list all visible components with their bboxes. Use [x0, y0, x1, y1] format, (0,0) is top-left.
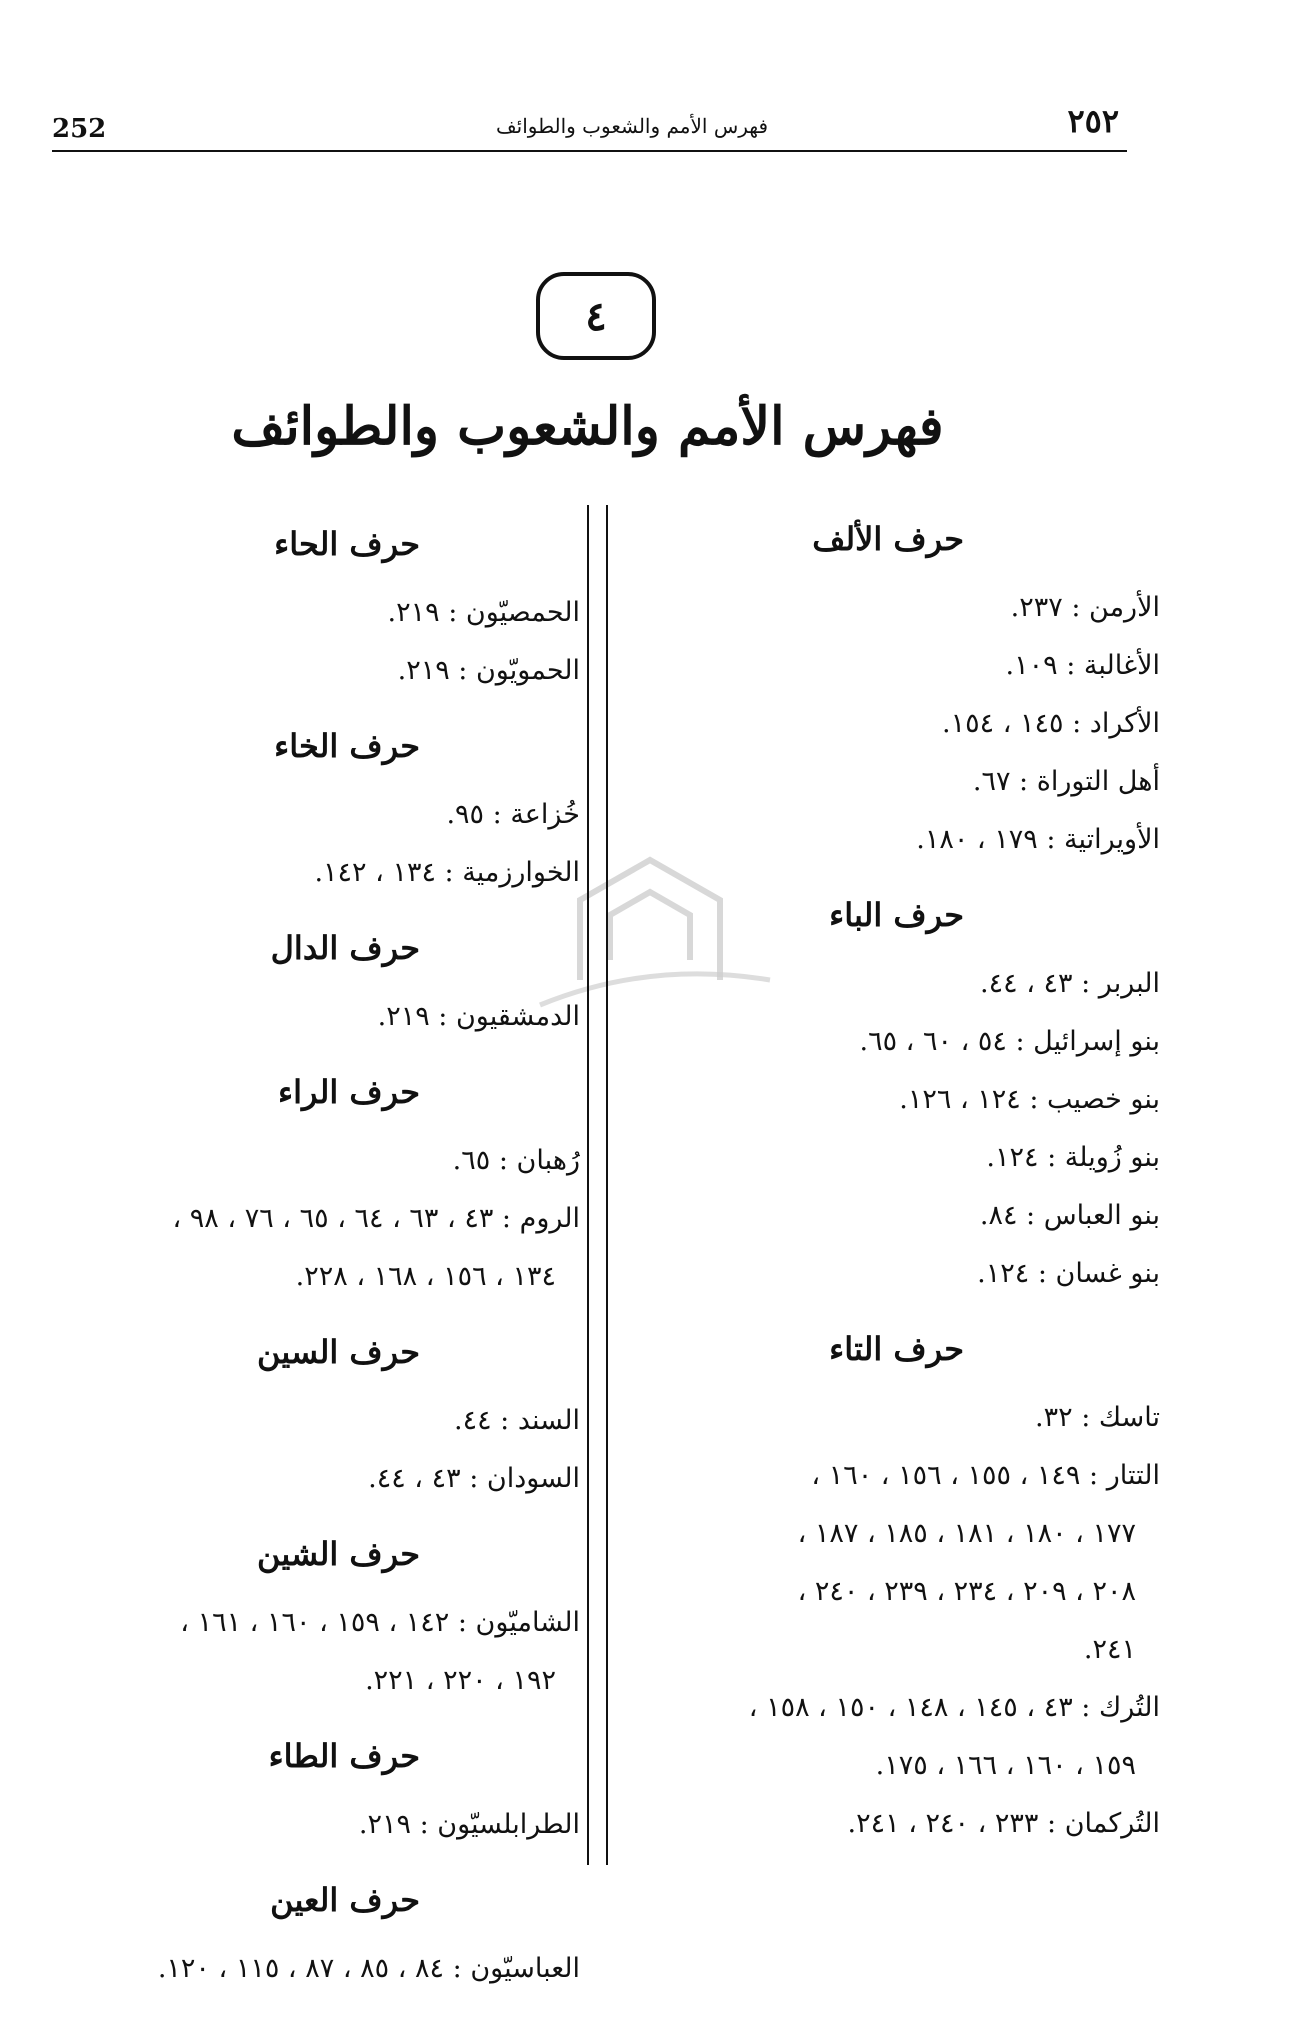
index-entry: الخوارزمية : ١٣٤ ، ١٤٢.: [314, 857, 580, 888]
section-shin: [70, 1530, 580, 1710]
section-dal: [70, 924, 580, 1046]
section-sin: [70, 1328, 580, 1508]
section-heading: حرف الشين: [257, 1535, 420, 1573]
index-entry: الحمصيّون : ٢١٩.: [387, 597, 580, 628]
index-entry: الشاميّون : ١٤٢ ، ١٥٩ ، ١٦٠ ، ١٦١ ،: [180, 1607, 580, 1638]
right-column: [640, 515, 1160, 1875]
section-ayn: [70, 1876, 580, 1998]
index-entry-continuation: ١٣٤ ، ١٥٦ ، ١٦٨ ، ٢٢٨.: [295, 1261, 556, 1292]
index-entry: بنو غسان : ١٢٤.: [977, 1258, 1160, 1289]
section-heading: حرف العين: [270, 1881, 420, 1919]
section-heading: حرف الخاء: [274, 727, 420, 765]
page-title: فهرس الأمم والشعوب والطوائف: [231, 396, 944, 457]
index-entry: العباسيّون : ٨٤ ، ٨٥ ، ٨٧ ، ١١٥ ، ١٢٠.: [157, 1953, 580, 1984]
index-entry-continuation: ١٧٧ ، ١٨٠ ، ١٨١ ، ١٨٥ ، ١٨٧ ،: [797, 1518, 1136, 1549]
section-heading: حرف السين: [257, 1333, 420, 1371]
index-entry: تاسك : ٣٢.: [1035, 1402, 1160, 1433]
index-entry: السودان : ٤٣ ، ٤٤.: [368, 1463, 580, 1494]
index-entry: الأرمن : ٢٣٧.: [1010, 592, 1160, 623]
section-heading: حرف الألف: [812, 520, 964, 558]
section-heading: حرف الباء: [829, 896, 964, 934]
index-entry: البربر : ٤٣ ، ٤٤.: [980, 968, 1160, 999]
index-entry: أهل التوراة : ٦٧.: [972, 766, 1160, 797]
index-entry: الأويراتية : ١٧٩ ، ١٨٠.: [916, 824, 1160, 855]
index-entry-continuation: ٢٤١.: [1083, 1634, 1136, 1665]
left-column: [70, 520, 580, 2020]
index-entry: الروم : ٤٣ ، ٦٣ ، ٦٤ ، ٦٥ ، ٧٦ ، ٩٨ ،: [172, 1203, 580, 1234]
column-divider-left-line: [587, 505, 589, 1865]
index-entry: بنو زُويلة : ١٢٤.: [986, 1142, 1160, 1173]
index-entry-continuation: ٢٠٨ ، ٢٠٩ ، ٢٣٤ ، ٢٣٩ ، ٢٤٠ ،: [797, 1576, 1136, 1607]
index-entry: التُرك : ٤٣ ، ١٤٥ ، ١٤٨ ، ١٥٠ ، ١٥٨ ،: [748, 1692, 1160, 1723]
index-entry: خُزاعة : ٩٥.: [446, 799, 580, 830]
page-header: [52, 96, 1127, 148]
section-ta: [640, 1325, 1160, 1853]
index-entry: الطرابلسيّون : ٢١٩.: [358, 1809, 580, 1840]
section-kha: [70, 722, 580, 902]
section-alif: [640, 515, 1160, 869]
section-heading: حرف الدال: [270, 929, 420, 967]
index-entry: الحمويّون : ٢١٩.: [397, 655, 580, 686]
index-entry-continuation: ١٥٩ ، ١٦٠ ، ١٦٦ ، ١٧٥.: [875, 1750, 1136, 1781]
chapter-number: ٤: [585, 292, 607, 340]
column-divider-right-line: [606, 505, 608, 1865]
page-number-arabic: ٢٥٢: [1067, 102, 1119, 140]
section-heading: حرف التاء: [829, 1330, 964, 1368]
section-ra: [70, 1068, 580, 1306]
section-heading: حرف الحاء: [274, 525, 420, 563]
section-ta-emphatic: [70, 1732, 580, 1854]
section-heading: حرف الراء: [278, 1073, 420, 1111]
index-entry: التتار : ١٤٩ ، ١٥٥ ، ١٥٦ ، ١٦٠ ،: [811, 1460, 1160, 1491]
section-ha: [70, 520, 580, 700]
index-entry: الدمشقيون : ٢١٩.: [377, 1001, 580, 1032]
index-entry: التُركمان : ٢٣٣ ، ٢٤٠ ، ٢٤١.: [847, 1808, 1160, 1839]
section-ba: [640, 891, 1160, 1303]
running-title: فهرس الأمم والشعوب والطوائف: [495, 114, 769, 138]
chapter-number-badge: [536, 272, 656, 360]
index-entry: بنو إسرائيل : ٥٤ ، ٦٠ ، ٦٥.: [859, 1026, 1160, 1057]
index-entry: الأغالبة : ١٠٩.: [1005, 650, 1160, 681]
index-entry: السند : ٤٤.: [453, 1405, 580, 1436]
index-entry: بنو العباس : ٨٤.: [979, 1200, 1160, 1231]
index-entry: رُهبان : ٦٥.: [452, 1145, 580, 1176]
header-rule: [52, 150, 1127, 152]
section-heading: حرف الطاء: [268, 1737, 420, 1775]
index-entry: بنو خصيب : ١٢٤ ، ١٢٦.: [899, 1084, 1160, 1115]
index-entry: الأكراد : ١٤٥ ، ١٥٤.: [942, 708, 1160, 739]
page-number-latin: 252: [52, 114, 107, 144]
index-entry-continuation: ١٩٢ ، ٢٢٠ ، ٢٢١.: [365, 1665, 556, 1696]
